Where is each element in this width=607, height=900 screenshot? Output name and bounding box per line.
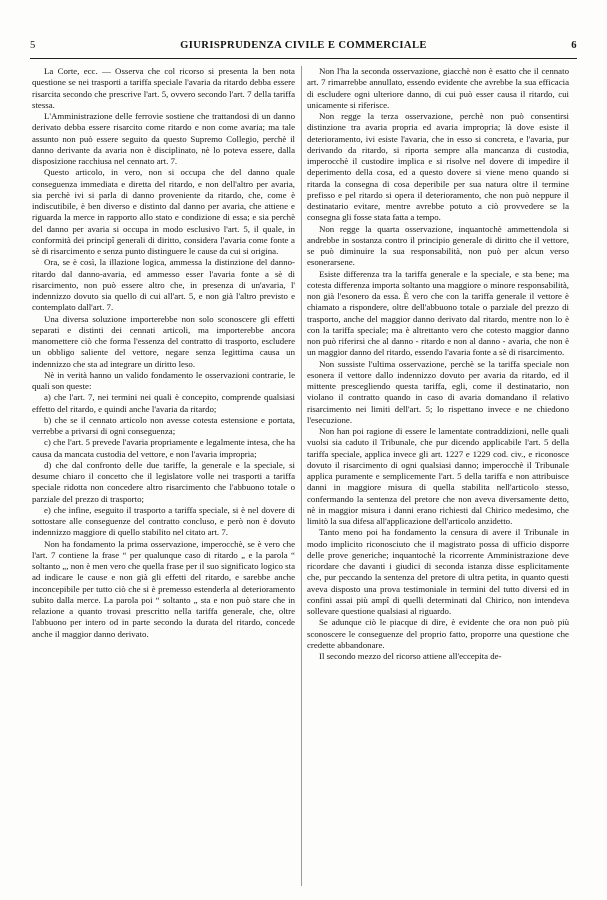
paragraph: Una diversa soluzione importerebbe non solo sconoscere gli effetti separati e distinti dei cennati articoli, ma importerebbe ancora manomettere ciò che forma l'essenza del contratto di trasporto, escludere un obbligo saliente del vettore, negare senza legittima causa un indennizzo che sta ad integrare un diritto leso.: [32, 313, 295, 369]
paragraph: L'Amministrazione delle ferrovie sostiene che trattandosi di un danno derivato debba essere risarcito come ritardo e non come avaria; ma tale assunto non può essere seguito da questo Supremo Collegio, perchè il danno derivante da avaria non è disciplinato, nè lo poteva essere, dalla disposizione racchiusa nel cennato art. 7.: [32, 111, 295, 166]
list-item-c: c) che l'art. 5 prevede l'avaria propriamente e legalmente intesa, che ha causa da mancata custodia del vettore, e non l'avaria impropria;: [32, 437, 295, 459]
paragraph: Il secondo mezzo del ricorso attiene all'eccepita de-: [319, 651, 502, 661]
left-column: [32, 66, 295, 892]
list-item-d: d) che dal confronto delle due tariffe, la generale e la speciale, si desume chiaro il concetto che il legislatore volle nei trasporti a tariffa speciale ridotta non concedere altro risarcimento che l'abbuono totale o parziale del prezzo di trasporto;: [32, 459, 295, 504]
list-item-b: b) che se il cennato articolo non avesse cotesta estensione e portata, verrebbe a privarsi di ogni conseguenza;: [32, 414, 295, 436]
page-number: 6: [571, 40, 577, 51]
paragraph: Non regge la quarta osservazione, inquantochè ammettendola si andrebbe in sostanza contro il principio generale di diritto che il vettore, se può diminuire la sua responsabilità, non può per alcun verso esonerarsene.: [307, 223, 569, 268]
paragraph: La Corte, ecc. — Osserva che col ricorso si presenta la ben nota questione se nei trasporti a tariffa speciale l'avaria da ritardo debba essere risarcita secondo che prescrive l'art. 5, ovvero secondo l'art. 7 della tariffa stessa.: [32, 66, 295, 110]
running-header: [30, 40, 577, 56]
header-title: GIURISPRUDENZA CIVILE E COMMERCIALE: [180, 40, 427, 51]
list-item-a: a) che l'art. 7, nei termini nei quali è concepito, comprende qualsiasi effetto del ritardo, e quindi anche l'avaria da ritardo;: [32, 392, 295, 414]
paragraph: Questo articolo, in vero, non si occupa che del danno quale conseguenza immediata e diretta del ritardo, e non dell'altro per avaria, sia perchè ivi si parla di danno proveniente da ritardo, che, come è indiscutibile, è ben diverso e distinto dal danno per avaria, che attiene e riguarda la merce in rapporto allo stato e condizione di essa; e sia perchè del danno per avaria si occupa in modo esclusivo l'art. 5, il quale, in conformità dei principî generali di diritto, considera l'avaria come fonte a sè di risarcimento e senza punto distinguere le cause da cui si origina.: [32, 167, 295, 256]
paragraph: Non sussiste l'ultima osservazione, perchè se la tariffa speciale non esonera il vettore dallo indennizzo dovuto per avaria da ritardo, ed il mittente prescegliendo questa tariffa, egli, come il destinatario, non violano il contratto quando in caso di avaria domandano il relativo risarcimento nei limiti dell'art. 5; lo rispettano invece e ne chiedono l'esecuzione.: [307, 358, 569, 425]
list-item-e: e) che infine, eseguito il trasporto a tariffa speciale, si è nel dovere di sottostare alle conseguenze del contratto concluso, e però non è dovuto indennizzo maggiore di quello stabilito nel citato art. 7.: [32, 504, 295, 538]
right-column: [307, 66, 569, 892]
paragraph: Non han poi ragione di essere le lamentate contraddizioni, nelle quali vuolsi sia caduto il Tribunale, che pur dicendo applicabile l'art. 5 della tariffa speciale, applica invece gli art. 1227 e 1229 cod. civ., e riconosce dovuto il risarcimento di ogni qualsiasi danno; imperocchè il Tribunale applica puramente e semplicemente l'art. 5 della tariffa e non attribuisce danni in maggiore misura di quella stabilita nell'articolo stesso, confermando la sentenza del pretore che non aveva diversamente detto, nè in maggior misura i danni erano richiesti dal Chirico medesimo, che limitò la sua difesa all'applicazione dell'articolo anzidetto.: [307, 426, 569, 526]
paragraph: Ora, se è così, la illazione logica, ammessa la distinzione del danno-ritardo dal danno-avaria, ed ammesso esser l'avaria fonte a sè di risarcimento, non può essere altro che, in presenza di un'avaria, l' indennizzo dovuto sia quello di cui all'art. 5, e non già l'altro previsto e contemplato dall'art. 7.: [32, 257, 295, 313]
paragraph: Non ha fondamento la prima osservazione, imperocchè, se è vero che l'art. 7 contiene la frase “ per qualunque caso di ritardo „ e la parola “ soltanto „, non è men vero che quella frase per il suo significato logico sta ad indicare le cause e non già gli effetti del ritardo, e sarebbe anche inconcepibile per tutto ciò che si è premesso estenderla al deterioramento subìto dalla merce. La parola poi “ soltanto „ sta e non può stare che in relazione a quanto trovasi prescritto nella tariffa generale, che, oltre l'abbuono per intero od in parte secondo la durata del ritardo, concede anche il maggior danno derivato.: [32, 538, 295, 639]
paragraph: Se adunque ciò le piacque di dire, è evidente che ora non può più sconoscere le conseguenze del proprio fatto, proporre una questione che credette abbandonare.: [307, 617, 569, 650]
paragraph: Non regge la terza osservazione, perchè non può consentirsi distinzione tra avaria propria ed avaria impropria; là dove esiste il deterioramento, ivi esiste l'avaria, che in esso si concreta, e l'avaria, pur derivando da ritardo, si riporta sempre alla mancanza di custodia, imperocchè il custodire implica e si risolve nel dovere di impedire il deperimento della cosa, ed a questo dovere si viene meno quando si ritarda la consegna di cosa deperibile per sua natura oltre il termine prefisso e pel ritardo si opera il deterioramento, che non può neppure il destinatario evitare, mentre avrebbe potuto a ciò provvedere se la consegna gli fosse stata fatta a tempo.: [307, 111, 569, 223]
paragraph: Esiste differenza tra la tariffa generale e la speciale, e sta bene; ma cotesta differenza importa soltanto una maggiore o minore responsabilità, non già l'esonero da essa. È vero che con la tariffa generale il vettore è chiamato a rispondere, oltre dell'abbuono totale o parziale del prezzo di trasporto, anche del maggior danno derivato dal ritardo, mentre non lo è con la tariffa speciale; ma è altrettanto vero che cotesto maggior danno non può riferirsi che al danno - ritardo e non al danno - avaria, che non è un maggior danno del ritardo, essendo l'avaria fonte a sè di risarcimento.: [307, 268, 569, 358]
paragraph: Nè in verità hanno un valido fondamento le osservazioni contrarie, le quali son queste:: [32, 369, 295, 391]
paragraph: Tanto meno poi ha fondamento la censura di avere il Tribunale in modo implicito riconosciuto che il magistrato possa di ufficio disporre delle prove generiche; inquantochè la ricorrente Amministrazione deve ricordare che davanti i giudici di seconda istanza disse esplicitamente che, pur peccando la sentenza del pretore di ultra petita, in quanto questi aveva disposto una prova testimoniale in termini del tutto diversi ed in confini assai più ampî di quelli determinati dal Chirico, non intendeva sollevare questione qualsiasi al riguardo.: [307, 527, 569, 616]
header-left-mark: 5: [30, 40, 36, 51]
paragraph: Non l'ha la seconda osservazione, giacchè non è esatto che il cennato art. 7 rimarrebbe annullato, essendo evidente che avrebbe la sua efficacia di escludere ogni ulteriore danno, di cui può esser causa il ritardo, cui unicamente si riferisce.: [307, 66, 569, 110]
header-rule: [30, 58, 577, 59]
column-divider: [301, 66, 302, 886]
